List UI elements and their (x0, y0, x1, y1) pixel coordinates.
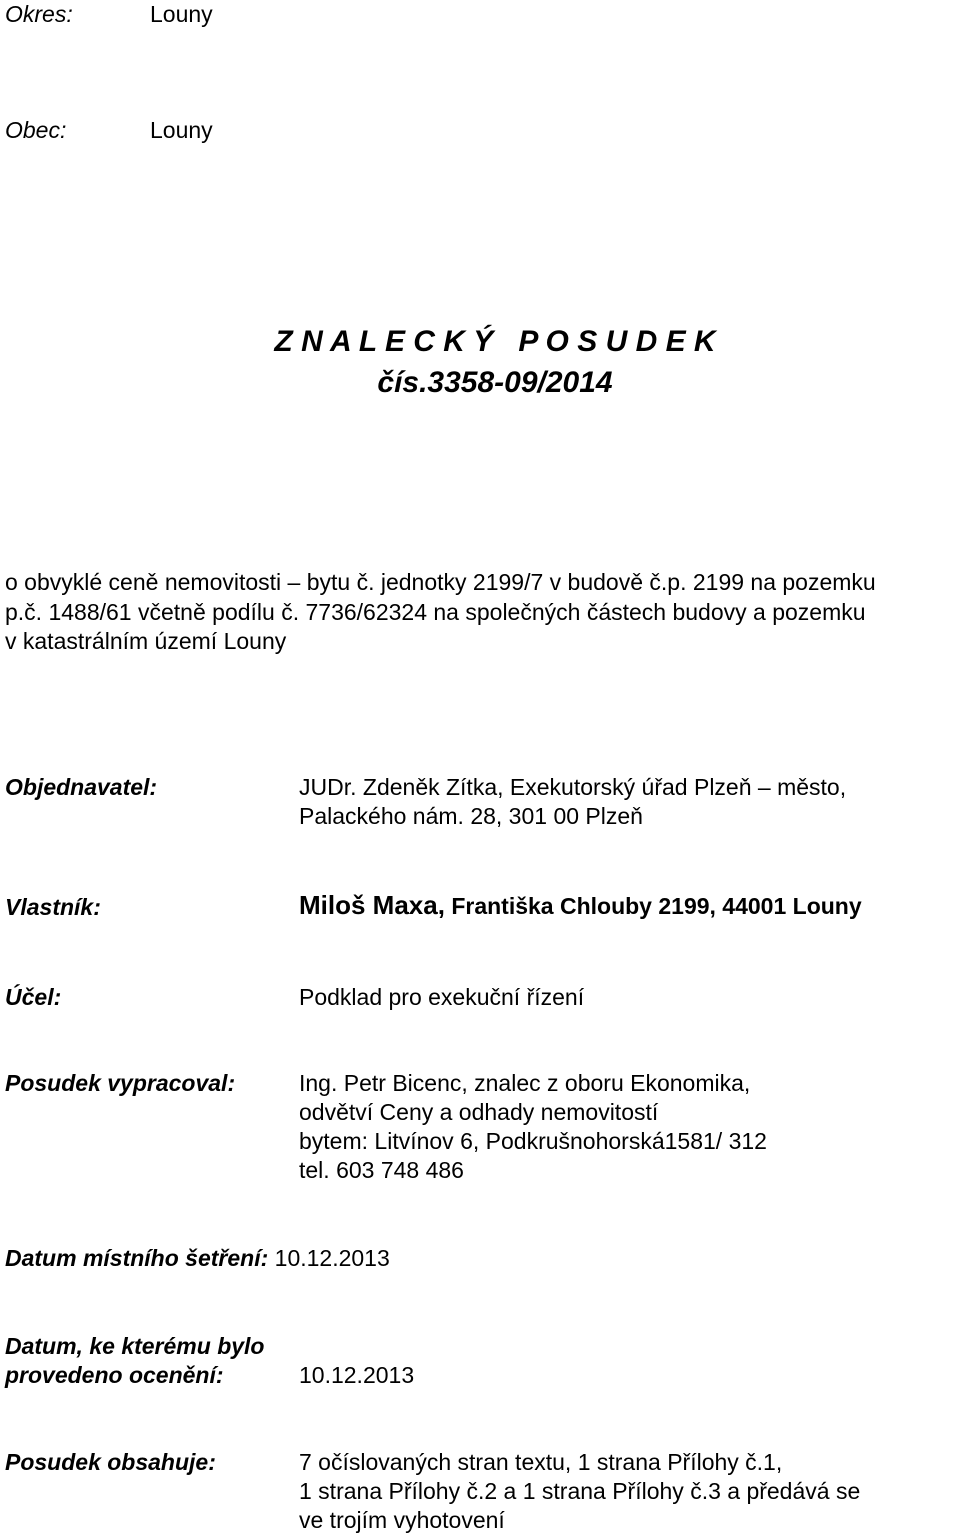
document-title: Z N A L E C K Ý P O S U D E K (274, 325, 716, 358)
inspection-date: 10.12.2013 (274, 1245, 390, 1271)
subject-line-1: o obvyklé ceně nemovitosti – bytu č. jednotky 2199/7 v budově č.p. 2199 na pozemku (5, 569, 876, 595)
client-line-1: JUDr. Zdeněk Zítka, Exekutorský úřad Plzeň – město, (299, 774, 847, 800)
purpose-value: Podklad pro exekuční řízení (299, 984, 585, 1010)
district-value: Louny (150, 1, 213, 27)
document-number: čís.3358-09/2014 (377, 366, 613, 399)
subject-line-3: v katastrálním území Louny (5, 628, 287, 654)
owner-line (299, 891, 862, 921)
contents-line-2: 1 strana Přílohy č.2 a 1 strana Přílohy č.3 a předává se (299, 1478, 861, 1504)
client-label: Objednavatel: (5, 774, 158, 800)
inspection-label: Datum místního šetření: (5, 1245, 269, 1271)
client-line-2: Palackého nám. 28, 301 00 Plzeň (299, 803, 643, 829)
contents-line-3: ve trojím vyhotovení (299, 1507, 505, 1533)
valuation-date: 10.12.2013 (299, 1362, 415, 1388)
owner-label: Vlastník: (5, 894, 101, 920)
owner-name: Miloš Maxa, (299, 890, 445, 920)
owner-address: Františka Chlouby 2199, 44001 Louny (451, 893, 862, 919)
inspection-row (5, 1244, 390, 1273)
author-line-2: odvětví Ceny a odhady nemovitostí (299, 1099, 659, 1125)
author-label: Posudek vypracoval: (5, 1070, 236, 1096)
author-line-4: tel. 603 748 486 (299, 1157, 464, 1183)
valuation-label-line-2: provedeno ocenění: (5, 1362, 224, 1388)
subject-line-2: p.č. 1488/61 včetně podílu č. 7736/62324 na společných částech budovy a pozemku (5, 599, 866, 625)
contents-label: Posudek obsahuje: (5, 1449, 216, 1475)
purpose-label: Účel: (5, 984, 62, 1010)
author-line-3: bytem: Litvínov 6, Podkrušnohorská1581/ 312 (299, 1128, 767, 1154)
author-line-1: Ing. Petr Bicenc, znalec z oboru Ekonomika, (299, 1070, 751, 1096)
municipality-label: Obec: (5, 117, 67, 143)
district-label: Okres: (5, 1, 73, 27)
municipality-value: Louny (150, 117, 213, 143)
valuation-label-line-1: Datum, ke kterému bylo (5, 1333, 265, 1359)
contents-line-1: 7 očíslovaných stran textu, 1 strana Přílohy č.1, (299, 1449, 783, 1475)
